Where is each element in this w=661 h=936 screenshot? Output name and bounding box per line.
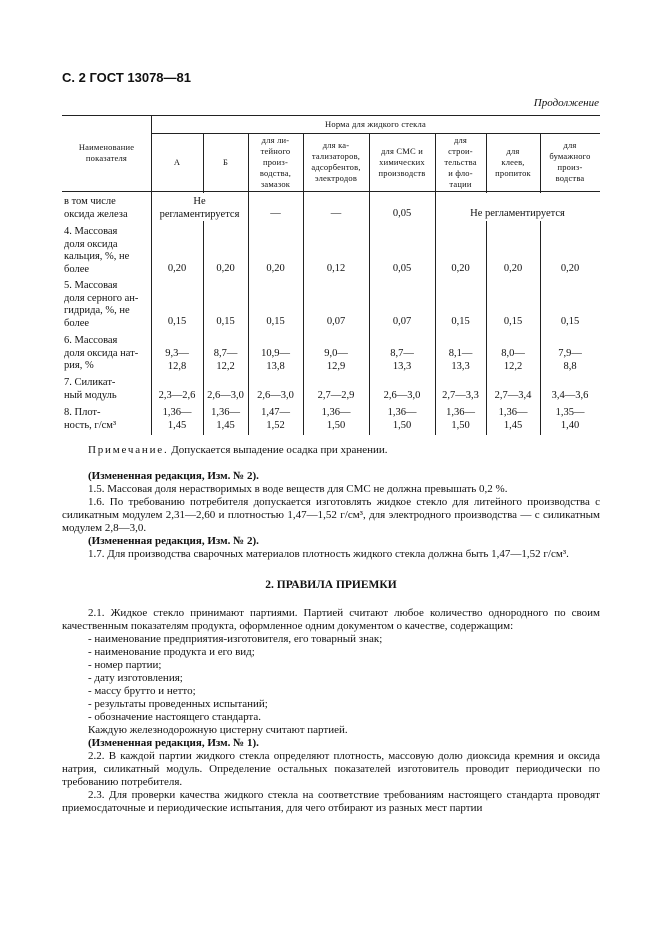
section-heading: 2. ПРАВИЛА ПРИЕМКИ (265, 579, 397, 591)
table-cell: 0,05 (392, 263, 412, 274)
table-cell: 1,36— 1,45 (211, 407, 240, 431)
table-cell: 0,15 (503, 316, 523, 327)
row-label: в том числе оксида железа (64, 196, 128, 220)
table-cell: 0,20 (503, 263, 523, 274)
table-cell: 10,9— 13,8 (261, 348, 290, 372)
list-item: - наименование продукта и его вид; (88, 646, 255, 658)
table-cell: 8,7— 12,2 (213, 348, 238, 372)
table-cell: 8,1— 13,3 (448, 348, 473, 372)
table-cell: Не регламентируется (470, 208, 565, 219)
page-header: С. 2 ГОСТ 13078—81 (62, 70, 191, 85)
table-cell: 0,15 (216, 316, 235, 327)
table-cell: 0,15 (167, 316, 187, 327)
table-cell: 2,6—3,0 (207, 390, 244, 401)
row-label: 6. Массовая доля оксида нат- рия, % (64, 335, 139, 371)
table-cell: 0,05 (392, 208, 412, 219)
table-cell: — (270, 208, 281, 219)
column-header: для ка- тализаторов, адсорбентов, электродов (311, 140, 361, 183)
paragraph: 1.6. По требованию потребителя допускается изготовлять жидкое стекло для литейного производства с силикатным модулем 2,31—2,60 и плотностью 1,47—1,52 г/см³, для электродного производства — с силикатным модулем 2,8—3,0. (62, 496, 600, 534)
column-header: для СМС и химических производств (378, 145, 426, 178)
note-text: Допускается выпадение осадка при хранении. (168, 444, 388, 456)
table-cell: 9,3— 12,8 (165, 348, 189, 372)
row-label: 4. Массовая доля оксида кальция, %, не более (64, 226, 130, 275)
table-cell: 0,15 (266, 316, 285, 327)
table-cell: 8,0— 12,2 (501, 348, 525, 372)
table-cell: 1,35— 1,40 (555, 407, 585, 431)
table-cell: 9,0— 12,9 (324, 348, 348, 372)
table-header-rule (62, 191, 600, 192)
table-cell: 8,7— 13,3 (390, 348, 414, 372)
table-cell: 0,07 (392, 316, 412, 327)
group-header: Норма для жидкого стекла (325, 118, 426, 129)
paragraph: 2.3. Для проверки качества жидкого стекла на соответствие требованиям настоящего стандарта проводят приемосдаточные и периодические испытания, для чего отбирают из разных мест партии (62, 789, 600, 814)
table-cell: 2,7—3,3 (442, 390, 479, 401)
table-cell: 2,6—3,0 (257, 390, 294, 401)
param-column-header: Наименование показателя (78, 142, 135, 163)
table-cell: 1,47— 1,52 (261, 407, 290, 431)
paragraph: 2.2. В каждой партии жидкого стекла определяют плотность, массовую долю диоксида кремния и оксида натрия, силикатный модуль. Определение остальных показателей изготовитель проводит периодически по требованию потребителя. (62, 750, 600, 788)
row-label: 5. Массовая доля серного ан- гидрида, %, не более (64, 280, 139, 329)
row-label: 7. Силикат- ный модуль (64, 377, 117, 401)
table-cell: 2,3—2,6 (158, 390, 196, 401)
table-cell: 0,20 (216, 263, 235, 274)
table-cell: — (330, 208, 342, 219)
table-cell: 2,7—3,4 (494, 390, 532, 401)
table-cell: 0,07 (326, 316, 346, 327)
table-cell: 3,4—3,6 (551, 390, 589, 401)
amendment-note: (Измененная редакция, Изм. № 2). (88, 535, 259, 547)
list-item: - дату изготовления; (88, 672, 183, 684)
table-cell: 1,36— 1,45 (162, 407, 192, 431)
column-header: для строи- тельства и фло- тации (444, 134, 477, 189)
column-header: для клеев, пропиток (495, 145, 531, 178)
table-cell: 1,36— 1,45 (498, 407, 528, 431)
column-header: А (173, 156, 181, 167)
paragraph: 1.7. Для производства сварочных материалов плотность жидкого стекла должна быть 1,47—1,52 г/см³. (88, 548, 569, 560)
column-header: для бумажного произ- водства (549, 140, 591, 183)
list-item: - номер партии; (88, 659, 162, 671)
list-item: - результаты проведенных испытаний; (88, 698, 268, 710)
list-item: - наименование предприятия-изготовителя, его товарный знак; (88, 633, 383, 645)
column-header: для ли- тейного произ- водства, замазок (259, 134, 292, 189)
body-text (62, 470, 600, 815)
paragraph: 2.1. Жидкое стекло принимают партиями. Партией считают любое количество однородного по своим качественным показателям продукта, оформленное одним документом о качестве, содержащим: (62, 607, 600, 632)
row-label: 8. Плот- ность, г/см³ (64, 407, 117, 431)
table-cell: 1,36— 1,50 (387, 407, 417, 431)
table-cell: 0,20 (451, 263, 470, 274)
table-cell: Не регламентируется (159, 196, 240, 220)
continuation-label: Продолжение (533, 97, 599, 109)
table-cell: 1,36— 1,50 (446, 407, 475, 431)
paragraph: 1.5. Массовая доля нерастворимых в воде веществ для СМС не должна превышать 0,2 %. (88, 483, 508, 495)
table-cell: 7,9— 8,8 (558, 348, 582, 372)
table-cell: 2,7—2,9 (317, 390, 355, 401)
table-cell: 0,15 (451, 316, 470, 327)
amendment-note: (Измененная редакция, Изм. № 1). (88, 737, 259, 749)
table-cell: 0,20 (167, 263, 187, 274)
norms-table (62, 115, 600, 435)
amendment-note: (Измененная редакция, Изм. № 2). (88, 470, 259, 482)
table-cell: 0,20 (266, 263, 285, 274)
note-label: Примечание. (88, 444, 169, 456)
list-item: Каждую железнодорожную цистерну считают партией. (88, 724, 348, 736)
table-note (62, 444, 600, 457)
table-cell: 2,6—3,0 (383, 390, 421, 401)
table-cell: 0,15 (560, 316, 580, 327)
table-cell: 0,12 (326, 263, 346, 274)
list-item: - массу брутто и нетто; (88, 685, 196, 697)
table-cell: 0,20 (560, 263, 580, 274)
list-item: - обозначение настоящего стандарта. (88, 711, 262, 723)
table-cell: 1,36— 1,50 (321, 407, 351, 431)
column-header: Б (222, 156, 229, 167)
